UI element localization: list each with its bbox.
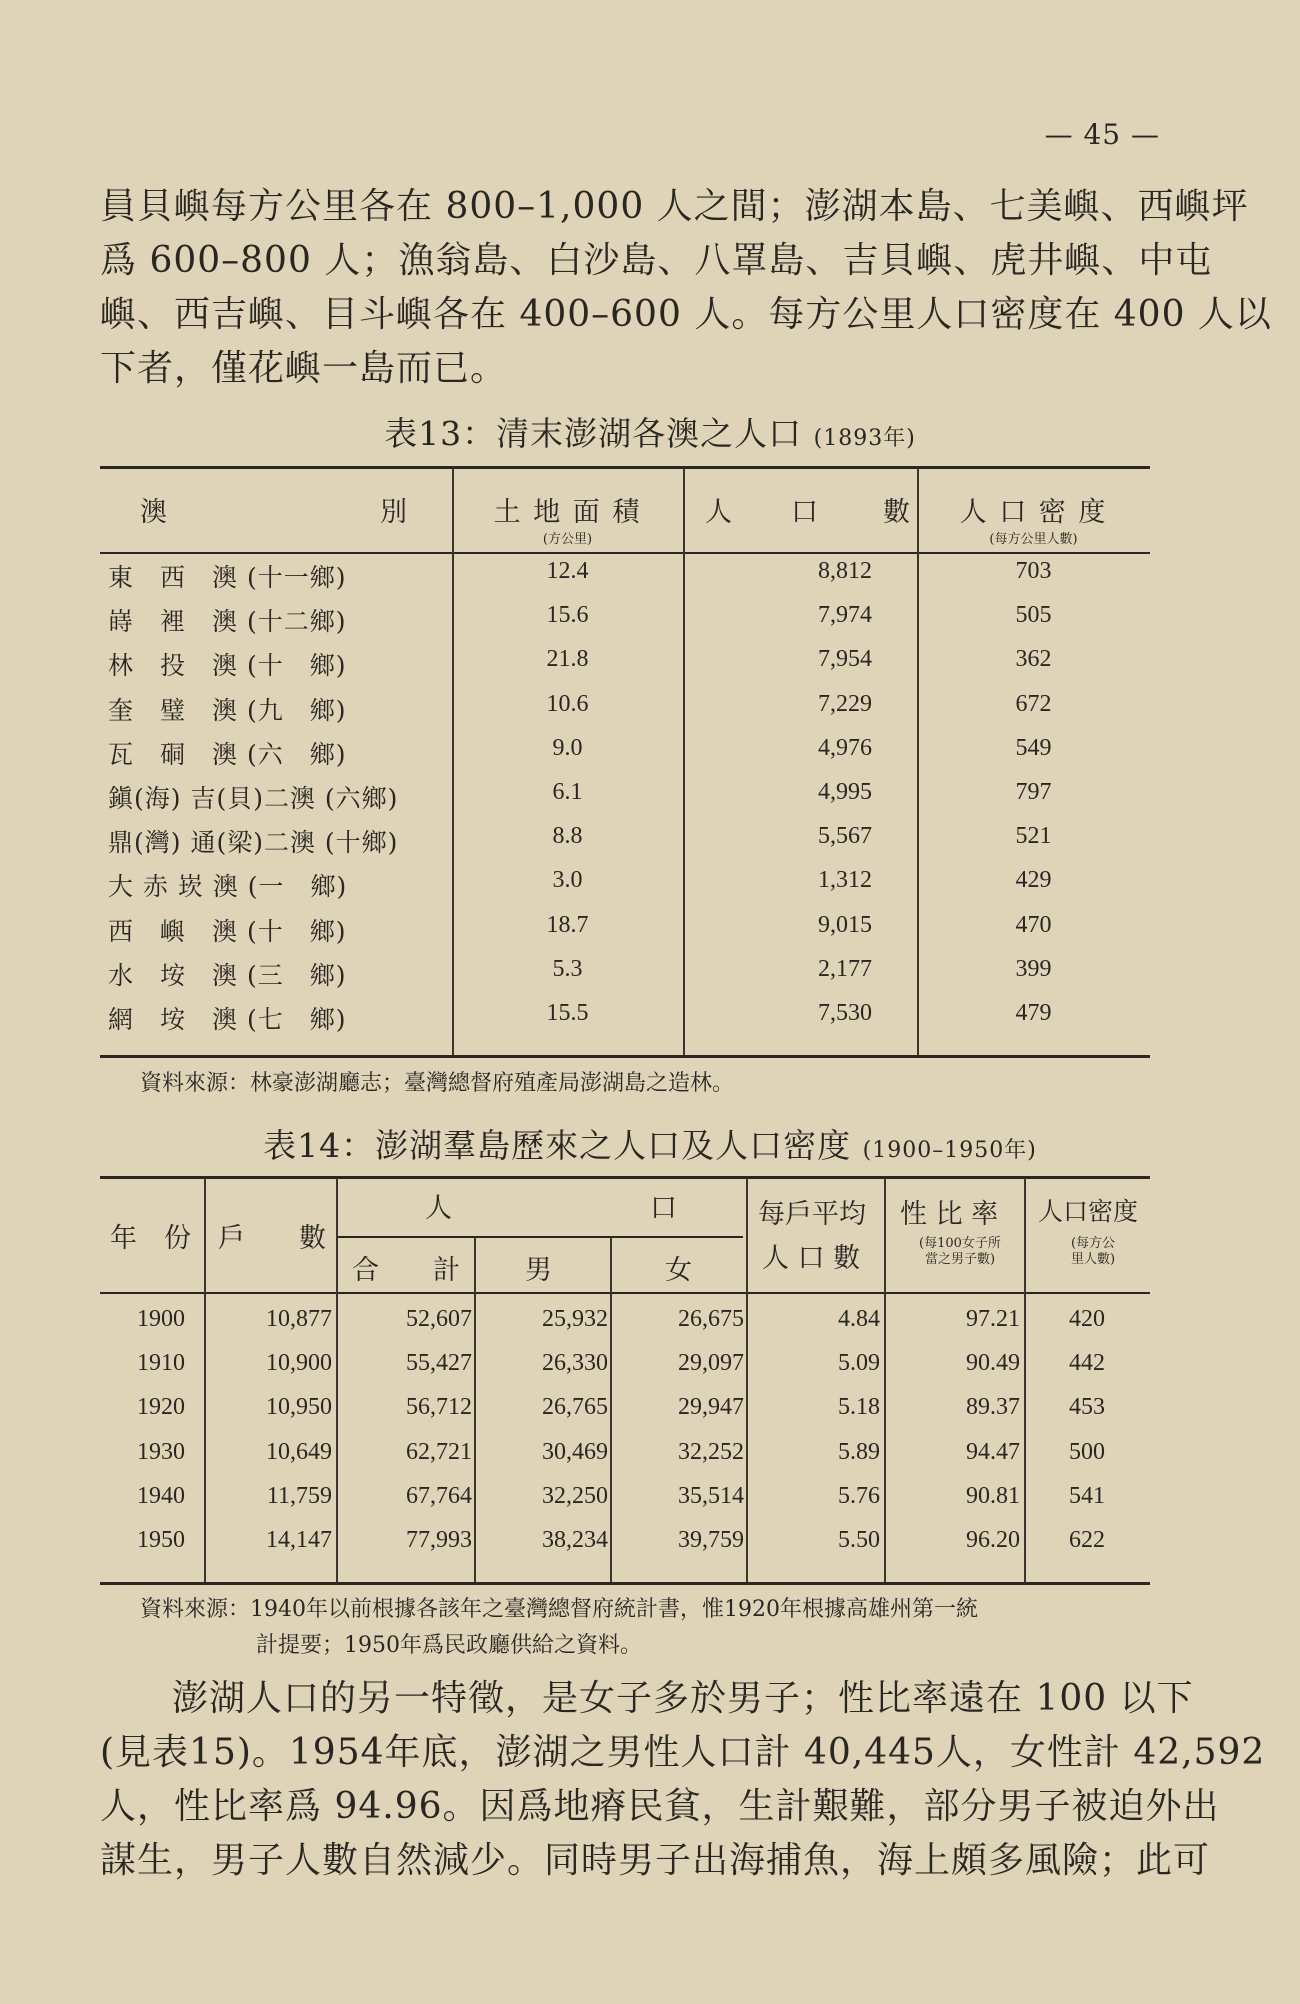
population-cell: 7,530: [818, 1000, 872, 1026]
header-female: 女: [665, 1255, 692, 1286]
paragraph-sex-ratio: [100, 1672, 1266, 1888]
table-row: [100, 638, 1150, 682]
table14-caption-text: 表14：澎湖羣島歷來之人口及人口密度: [263, 1126, 852, 1165]
male-cell: 38,234: [542, 1527, 608, 1553]
header-pop-c: 數: [883, 497, 912, 528]
header-pop-a: 人: [425, 1193, 452, 1224]
table14-top-rule: [100, 1176, 1150, 1179]
year-cell: 1950: [137, 1527, 185, 1553]
per-household-cell: 5.18: [838, 1394, 880, 1421]
table-row: [100, 1298, 1150, 1342]
female-cell: 32,252: [678, 1438, 744, 1465]
page-number: — 45 —: [1044, 118, 1160, 151]
table-row: [100, 594, 1150, 638]
households-cell: 10,900: [266, 1350, 332, 1377]
header-density-unit-a: (每方公: [1070, 1236, 1116, 1251]
table13-header-pop: [683, 470, 917, 552]
table13-caption-text: 表13：清末澎湖各澳之人口: [384, 414, 803, 453]
table13-caption: [0, 408, 1300, 455]
paragraph-line: (見表15)。1954年底，澎湖之男性人口計 40,445人，女性計 42,592: [100, 1732, 1266, 1773]
population-cell: 2,177: [818, 955, 872, 982]
area-cell: 3.0: [552, 867, 583, 894]
male-cell: 30,469: [542, 1438, 608, 1465]
density-cell: 453: [1069, 1394, 1105, 1421]
total-cell: 52,607: [406, 1306, 472, 1332]
table14-caption-year: (1900–1950年): [862, 1138, 1037, 1163]
sex-ratio-cell: 90.81: [966, 1482, 1020, 1509]
female-cell: 39,759: [678, 1527, 744, 1553]
year-cell: 1910: [137, 1350, 185, 1377]
table13-caption-year: (1893年): [813, 426, 916, 451]
table-row: [100, 859, 1150, 903]
density-cell: 672: [1015, 690, 1052, 717]
table13-header: [100, 470, 1150, 552]
area-cell: 12.4: [546, 558, 589, 584]
households-cell: 11,759: [266, 1482, 332, 1509]
table-row: [100, 1475, 1150, 1519]
header-density-unit-b: 里人數): [1070, 1252, 1116, 1267]
population-cell: 4,995: [818, 779, 872, 805]
density-cell: 470: [1015, 911, 1052, 938]
sex-ratio-cell: 97.21: [966, 1306, 1020, 1332]
paragraph-line: 謀生，男子人數自然減少。同時男子出海捕魚，海上頗多風險；此可: [100, 1840, 1211, 1881]
table-row: [100, 727, 1150, 771]
ao-cell: 奎 璧 澳 (九 鄉): [108, 695, 347, 725]
population-cell: 9,015: [818, 911, 872, 938]
header-pop-b: 口: [791, 497, 820, 528]
per-household-cell: 5.76: [838, 1482, 880, 1509]
ao-cell: 嵵 裡 澳 (十二鄉): [108, 607, 347, 637]
density-cell: 442: [1069, 1350, 1105, 1377]
households-cell: 14,147: [266, 1527, 332, 1553]
table-row: [100, 1519, 1150, 1563]
header-per-household-a: 每戶平均: [758, 1199, 866, 1230]
year-cell: 1900: [137, 1306, 185, 1332]
population-cell: 5,567: [818, 823, 872, 850]
header-ao-a: 澳: [140, 497, 169, 528]
density-cell: 479: [1015, 1000, 1052, 1026]
table13-header-density: [917, 470, 1150, 552]
header-density: 人口密度: [1038, 1197, 1139, 1226]
table13-header-ao: [100, 470, 452, 552]
table-row: [100, 550, 1150, 594]
density-cell: 500: [1069, 1438, 1105, 1465]
total-cell: 77,993: [406, 1527, 472, 1553]
households-cell: 10,950: [266, 1394, 332, 1421]
year-cell: 1920: [137, 1394, 185, 1421]
population-cell: 1,312: [818, 867, 872, 894]
population-cell: 7,229: [818, 690, 872, 717]
area-cell: 15.5: [546, 1000, 589, 1026]
header-sex-ratio-unit-a: (每100女子所: [919, 1236, 1001, 1251]
table-row: [100, 904, 1150, 948]
header-pop-b: 口: [650, 1193, 677, 1224]
density-cell: 797: [1015, 779, 1052, 805]
header-male: 男: [525, 1255, 552, 1286]
paragraph-line: 員貝嶼每方公里各在 800–1,000 人之間；澎湖本島、七美嶼、西嶼坪: [100, 186, 1249, 227]
table-row: [100, 1431, 1150, 1475]
header-density: 人 口 密 度: [959, 497, 1108, 528]
table14-subheader-rule: [338, 1236, 743, 1238]
female-cell: 35,514: [678, 1482, 744, 1509]
table-row: [100, 1386, 1150, 1430]
table13-bottom-rule: [100, 1055, 1150, 1058]
ao-cell: 鼎(灣) 通(梁)二澳 (十鄉): [108, 828, 399, 858]
area-cell: 15.6: [546, 602, 589, 629]
ao-cell: 東 西 澳 (十一鄉): [108, 563, 347, 592]
households-cell: 10,649: [266, 1438, 332, 1465]
per-household-cell: 5.89: [838, 1438, 880, 1465]
population-cell: 7,954: [818, 646, 872, 673]
sex-ratio-cell: 89.37: [966, 1394, 1020, 1421]
population-cell: 4,976: [818, 734, 872, 761]
area-cell: 18.7: [546, 911, 589, 938]
ao-cell: 瓦 硐 澳 (六 鄉): [108, 739, 347, 769]
sex-ratio-cell: 96.20: [966, 1527, 1020, 1553]
male-cell: 26,765: [542, 1394, 608, 1421]
table13-source: 資料來源：林豪澎湖廳志；臺灣總督府殖產局澎湖島之造林。: [140, 1071, 735, 1096]
total-cell: 67,764: [406, 1482, 472, 1509]
households-cell: 10,877: [266, 1306, 332, 1332]
population-cell: 8,812: [818, 558, 872, 584]
density-cell: 420: [1069, 1306, 1105, 1332]
density-cell: 549: [1015, 734, 1052, 761]
ao-cell: 林 投 澳 (十 鄉): [108, 651, 347, 681]
female-cell: 29,097: [678, 1350, 744, 1377]
density-cell: 541: [1069, 1482, 1105, 1509]
header-area-unit: (方公里): [542, 532, 593, 547]
total-cell: 55,427: [406, 1350, 472, 1377]
density-cell: 399: [1015, 955, 1052, 982]
density-cell: 521: [1015, 823, 1052, 850]
female-cell: 26,675: [678, 1306, 744, 1332]
header-area: 土 地 面 積: [493, 497, 642, 528]
paragraph-line: 下者，僅花嶼一島而已。: [100, 348, 508, 389]
header-density-unit: (每方公里人數): [989, 532, 1078, 547]
per-household-cell: 4.84: [838, 1306, 880, 1332]
area-cell: 6.1: [552, 779, 583, 805]
density-cell: 429: [1015, 867, 1052, 894]
ao-cell: 西 嶼 澳 (十 鄉): [108, 916, 347, 946]
density-cell: 703: [1015, 558, 1052, 584]
header-pop-a: 人: [705, 497, 734, 528]
area-cell: 8.8: [552, 823, 583, 850]
paragraph-line: 人，性比率爲 94.96。因爲地瘠民貧，生計艱難，部分男子被迫外出: [100, 1786, 1220, 1827]
table-row: [100, 771, 1150, 815]
density-cell: 505: [1015, 602, 1052, 629]
paragraph-line: 爲 600–800 人；漁翁島、白沙島、八罩島、吉貝嶼、虎井嶼、中屯: [100, 240, 1213, 281]
header-sex-ratio-unit-b: 當之男子數): [924, 1252, 996, 1267]
table14-source: [140, 1592, 1140, 1664]
per-household-cell: 5.50: [838, 1527, 880, 1553]
header-per-household-b: 人 口 數: [762, 1243, 861, 1274]
table14-bottom-rule: [100, 1582, 1150, 1585]
density-cell: 362: [1015, 646, 1052, 673]
total-cell: 56,712: [406, 1394, 472, 1421]
year-cell: 1930: [137, 1438, 185, 1465]
male-cell: 25,932: [542, 1306, 608, 1332]
header-ao-b: 別: [380, 497, 409, 528]
table-row: [100, 1342, 1150, 1386]
paragraph-line: 澎湖人口的另一特徵，是女子多於男子；性比率遠在 100 以下: [172, 1678, 1194, 1719]
area-cell: 21.8: [546, 646, 589, 673]
ao-cell: 水 垵 澳 (三 鄉): [108, 960, 347, 990]
table-row: [100, 815, 1150, 859]
density-cell: 622: [1069, 1527, 1105, 1553]
per-household-cell: 5.09: [838, 1350, 880, 1377]
ao-cell: 網 垵 澳 (七 鄉): [108, 1005, 347, 1034]
sex-ratio-cell: 90.49: [966, 1350, 1020, 1377]
table-row: [100, 683, 1150, 727]
table-row: [100, 948, 1150, 992]
area-cell: 5.3: [552, 955, 583, 982]
table13-top-rule: [100, 466, 1150, 469]
ao-cell: 鎭(海) 吉(貝)二澳 (六鄉): [108, 784, 399, 813]
ao-cell: 大 赤 崁 澳 (一 鄉): [108, 872, 348, 902]
table14-header-rule: [100, 1292, 1150, 1294]
header-total: 合 計: [352, 1255, 460, 1286]
header-year: 年 份: [110, 1223, 191, 1254]
table14-source-line: 計提要；1950年爲民政廳供給之資料。: [256, 1633, 642, 1658]
paragraph-intro: [100, 180, 1272, 396]
table14-source-line: 資料來源：1940年以前根據各該年之臺灣總督府統計書，惟1920年根據高雄州第一統: [140, 1597, 978, 1622]
table14-caption: [0, 1120, 1300, 1167]
female-cell: 29,947: [678, 1394, 744, 1421]
year-cell: 1940: [137, 1482, 185, 1509]
header-sex-ratio: 性 比 率: [900, 1199, 999, 1230]
table-row: [100, 992, 1150, 1036]
population-cell: 7,974: [818, 602, 872, 629]
table13-header-area: [452, 470, 683, 552]
paragraph-line: 嶼、西吉嶼、目斗嶼各在 400–600 人。每方公里人口密度在 400 人以: [100, 294, 1272, 335]
sex-ratio-cell: 94.47: [966, 1438, 1020, 1465]
area-cell: 10.6: [546, 690, 589, 717]
male-cell: 32,250: [542, 1482, 608, 1509]
male-cell: 26,330: [542, 1350, 608, 1377]
header-households: 戶 數: [218, 1223, 326, 1254]
total-cell: 62,721: [406, 1438, 472, 1465]
area-cell: 9.0: [552, 734, 583, 761]
